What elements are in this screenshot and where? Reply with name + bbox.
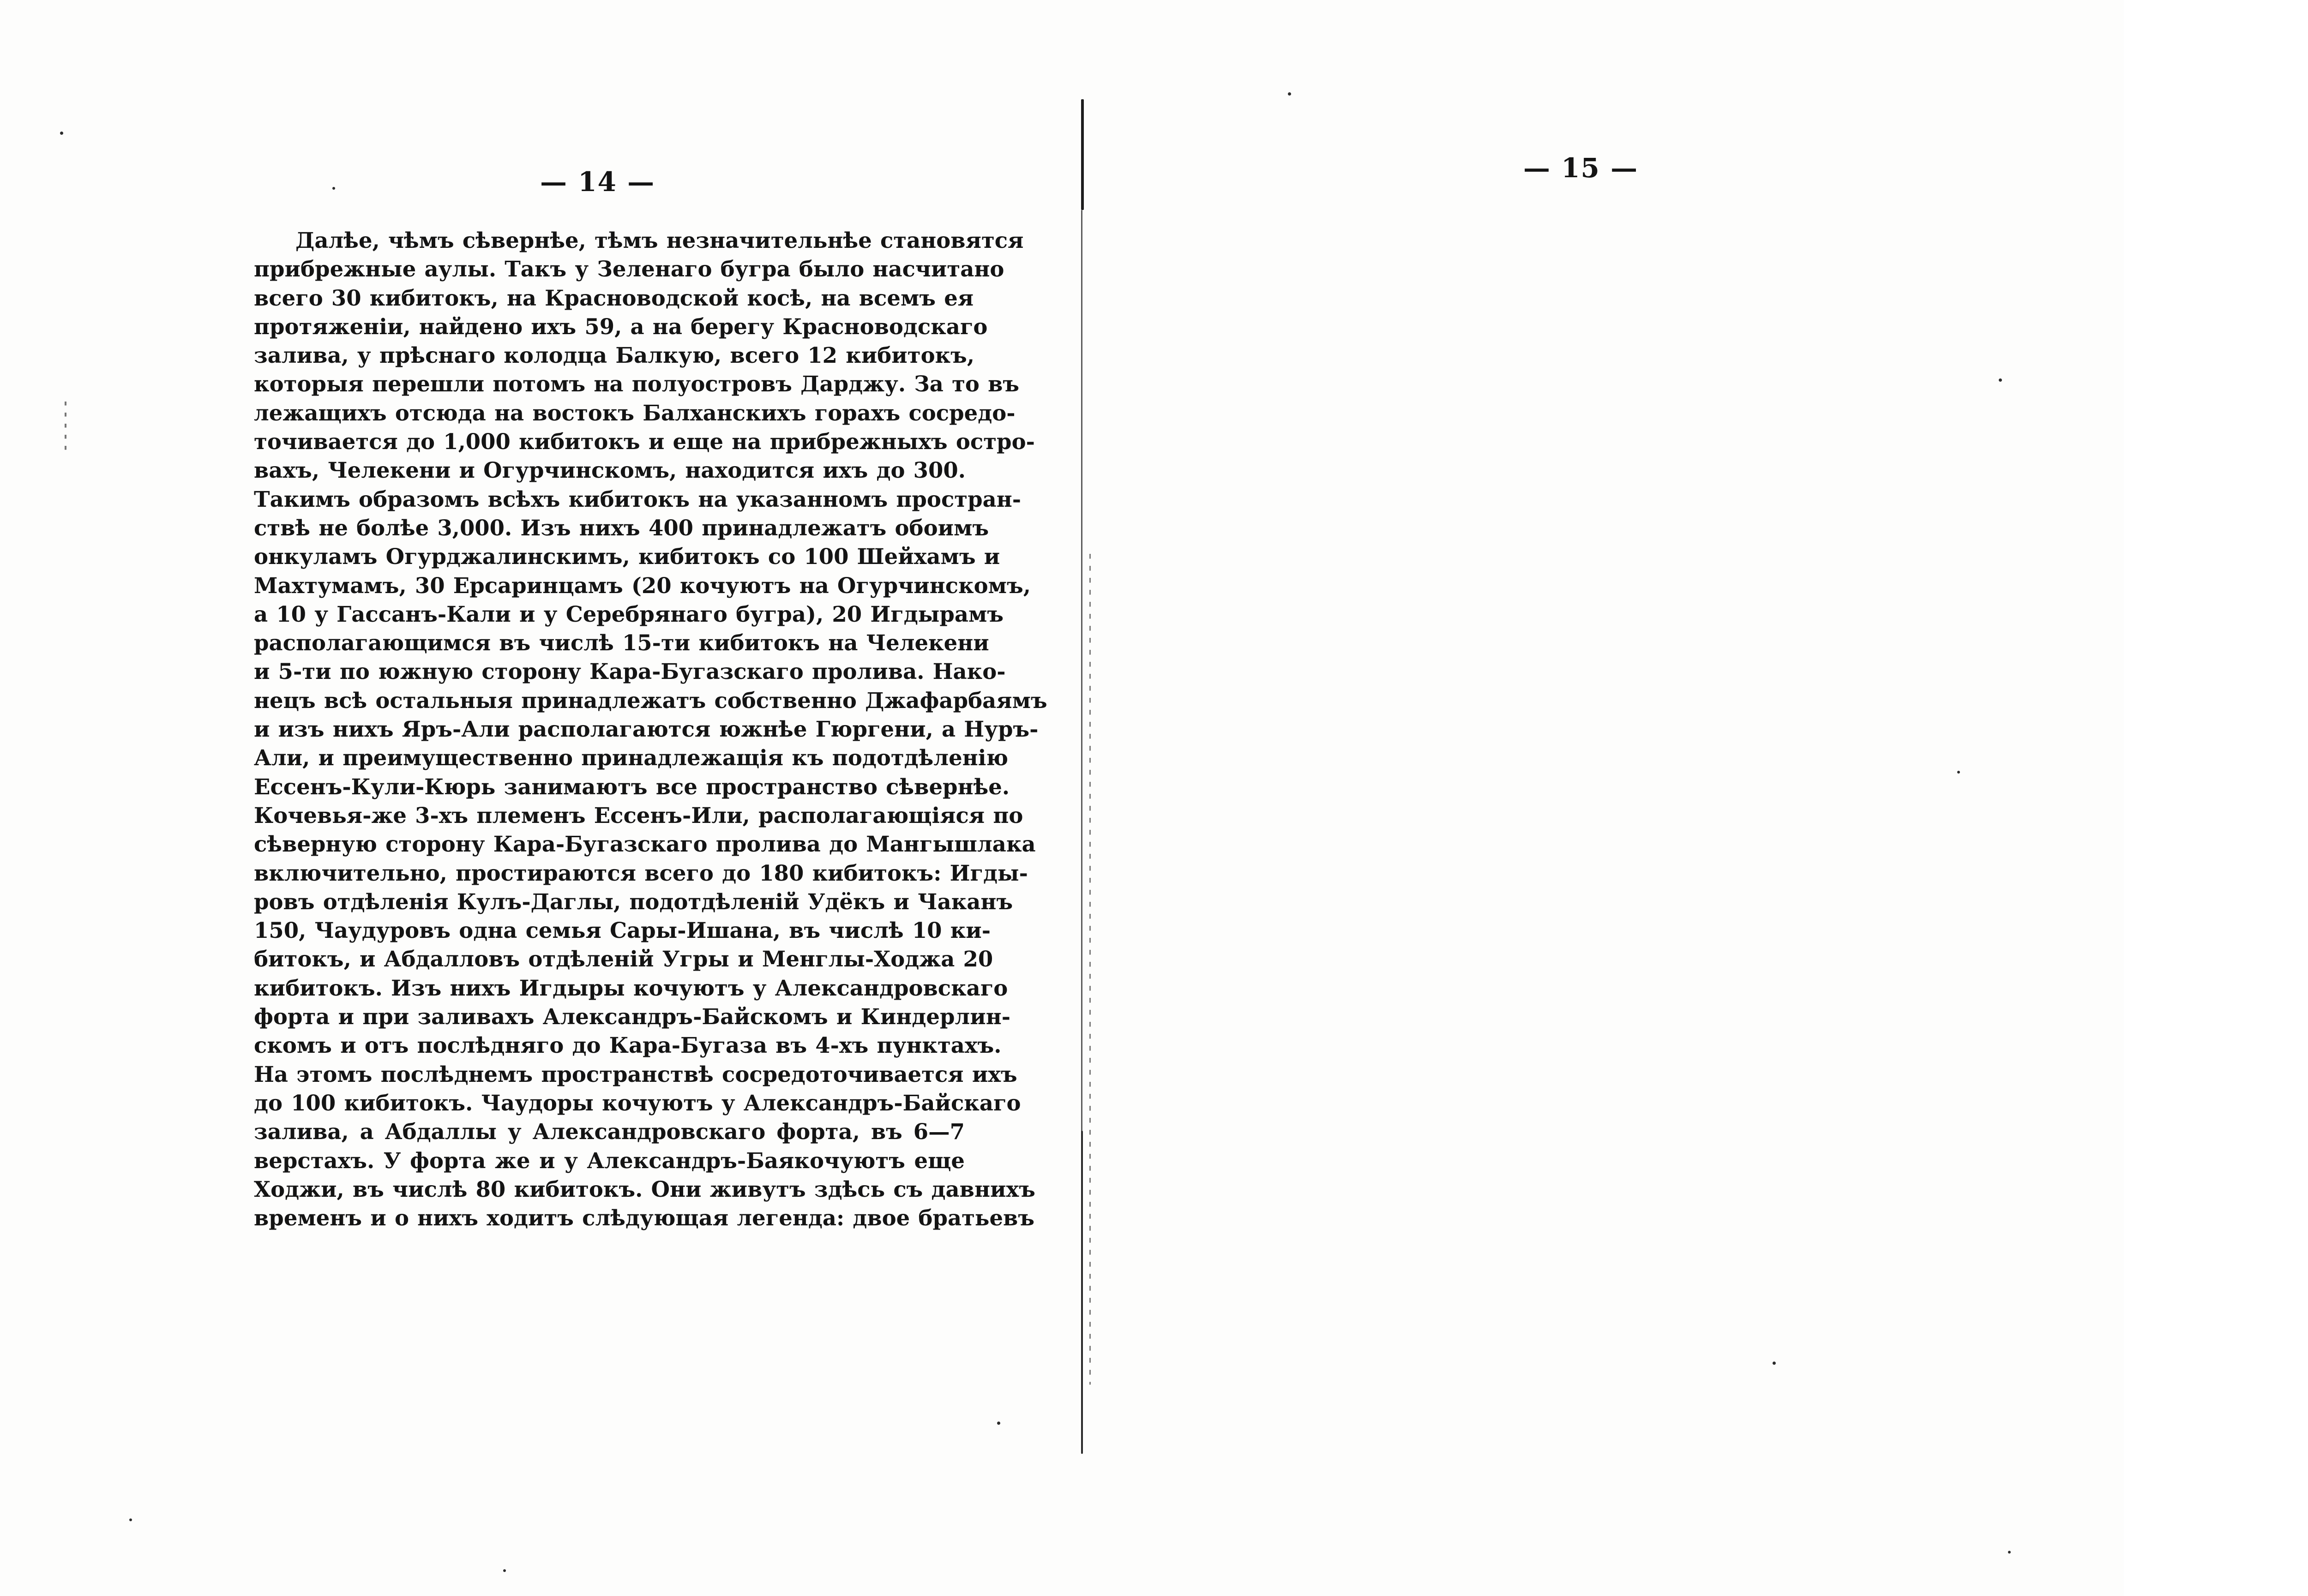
text-line: 150, Чаудуровъ одна семья Сары-Ишана, въ числѣ 10 ки- [254,918,991,943]
gutter-binding-line [1081,210,1082,1133]
text-line: и 5-ти по южную сторону Кара-Бугазскаго пролива. Нако- [254,659,1006,684]
text-line: сѣверную сторону Кара-Бугазскаго пролива до Мангышлака [254,831,1036,857]
text-line: протяженіи, найдено ихъ 59, а на берегу Красноводскаго [254,313,988,339]
scan-speck [997,1422,1000,1425]
text-line: Далѣе, чѣмъ сѣвернѣе, тѣмъ незначительнѣе становятся [295,228,1024,253]
text-line: Али, и преимущественно принадлежащія къ подотдѣленію [254,745,1009,771]
text-line: до 100 кибитокъ. Чаудоры кочуютъ у Александръ-Байскаго [254,1090,1021,1116]
scan-speck [2008,1551,2011,1554]
text-line: скомъ и отъ послѣдняго до Кара-Бугаза въ 4-хъ пунктахъ. [254,1032,1002,1058]
text-line: Махтумамъ, 30 Ерсаринцамъ (20 кочуютъ на Огурчинскомъ, [254,572,1031,598]
text-line: Такимъ образомъ всѣхъ кибитокъ на указанномъ простран- [254,486,1022,512]
right-page [1099,0,2124,1596]
text-line: а 10 у Гассанъ-Кали и у Серебрянаго бугра), 20 Игдырамъ [254,601,1004,627]
scan-speck [60,132,63,135]
text-line: залива, а Абдаллы у Александровскаго форта, въ 6—7 [254,1119,965,1145]
text-line: всего 30 кибитокъ, на Красноводской косѣ, на всемъ ея [254,285,974,311]
text-line: онкуламъ Огурджалинскимъ, кибитокъ со 100 Шейхамъ и [254,544,1000,570]
page-number-left: — 14 — [540,166,655,198]
text-line: верстахъ. У форта же и у Александръ-Баякочуютъ еще [254,1147,965,1173]
text-line: вахъ, Челекени и Огурчинскомъ, находится ихъ до 300. [254,457,966,483]
text-line: лежащихъ отсюда на востокъ Балханскихъ горахъ сосредо- [254,400,1016,426]
text-line: и изъ нихъ Яръ-Али располагаются южнѣе Гюргени, а Нуръ- [254,716,1039,742]
scan-speck [1288,92,1291,96]
text-line: ствѣ не болѣе 3,000. Изъ нихъ 400 принадлежатъ обоимъ [254,515,989,540]
text-line: форта и при заливахъ Александръ-Байскомъ и Киндерлин- [254,1004,1011,1030]
text-line: прибрежные аулы. Такъ у Зеленаго бугра было насчитано [254,256,1004,282]
text-line: точивается до 1,000 кибитокъ и еще на прибрежныхъ остро- [254,429,1035,455]
text-line: ровъ отдѣленія Кулъ-Даглы, подотдѣленій Удёкъ и Чаканъ [254,888,1013,914]
text-line: На этомъ послѣднемъ пространствѣ сосредоточивается ихъ [254,1061,1017,1087]
text-line: Ходжи, въ числѣ 80 кибитокъ. Они живутъ здѣсь съ давнихъ [254,1176,1035,1202]
text-line: битокъ, и Абдалловъ отдѣленій Угры и Менглы-Ходжа 20 [254,946,993,972]
text-line: нецъ всѣ остальныя принадлежатъ собственно Джафарбаямъ [254,687,1047,713]
gutter-binding-line [1081,99,1084,210]
gutter-binding-line [1081,1131,1083,1454]
text-line: временъ и о нихъ ходитъ слѣдующая легенда: двое братьевъ [254,1205,1035,1231]
left-page [0,0,1080,1596]
scan-speck [1773,1362,1776,1365]
margin-scan-noise [65,402,66,457]
scan-speck [1999,378,2002,382]
text-line: залива, у прѣснаго колодца Балкую, всего 12 кибитокъ, [254,342,975,368]
scan-speck [129,1518,132,1521]
text-line: Ессенъ-Кули-Кюрь занимаютъ все пространство сѣвернѣе. [254,774,1010,799]
text-line: располагающимся въ числѣ 15-ти кибитокъ на Челекени [254,630,989,656]
scan-speck [332,187,335,190]
scan-speck [503,1569,506,1572]
page-number-right: — 15 — [1523,152,1639,184]
left-page-text [254,226,1047,1232]
scan-speck [1957,771,1960,774]
text-line: Кочевья-же 3-хъ племенъ Ессенъ-Или, располагающіяся по [254,802,1023,828]
text-line: кибитокъ. Изъ нихъ Игдыры кочуютъ у Александровскаго [254,975,1008,1001]
text-line: включительно, простираются всего до 180 кибитокъ: Игды- [254,860,1028,886]
gutter-scan-noise [1089,554,1091,1385]
text-line: которыя перешли потомъ на полуостровъ Дарджу. За то въ [254,371,1020,397]
